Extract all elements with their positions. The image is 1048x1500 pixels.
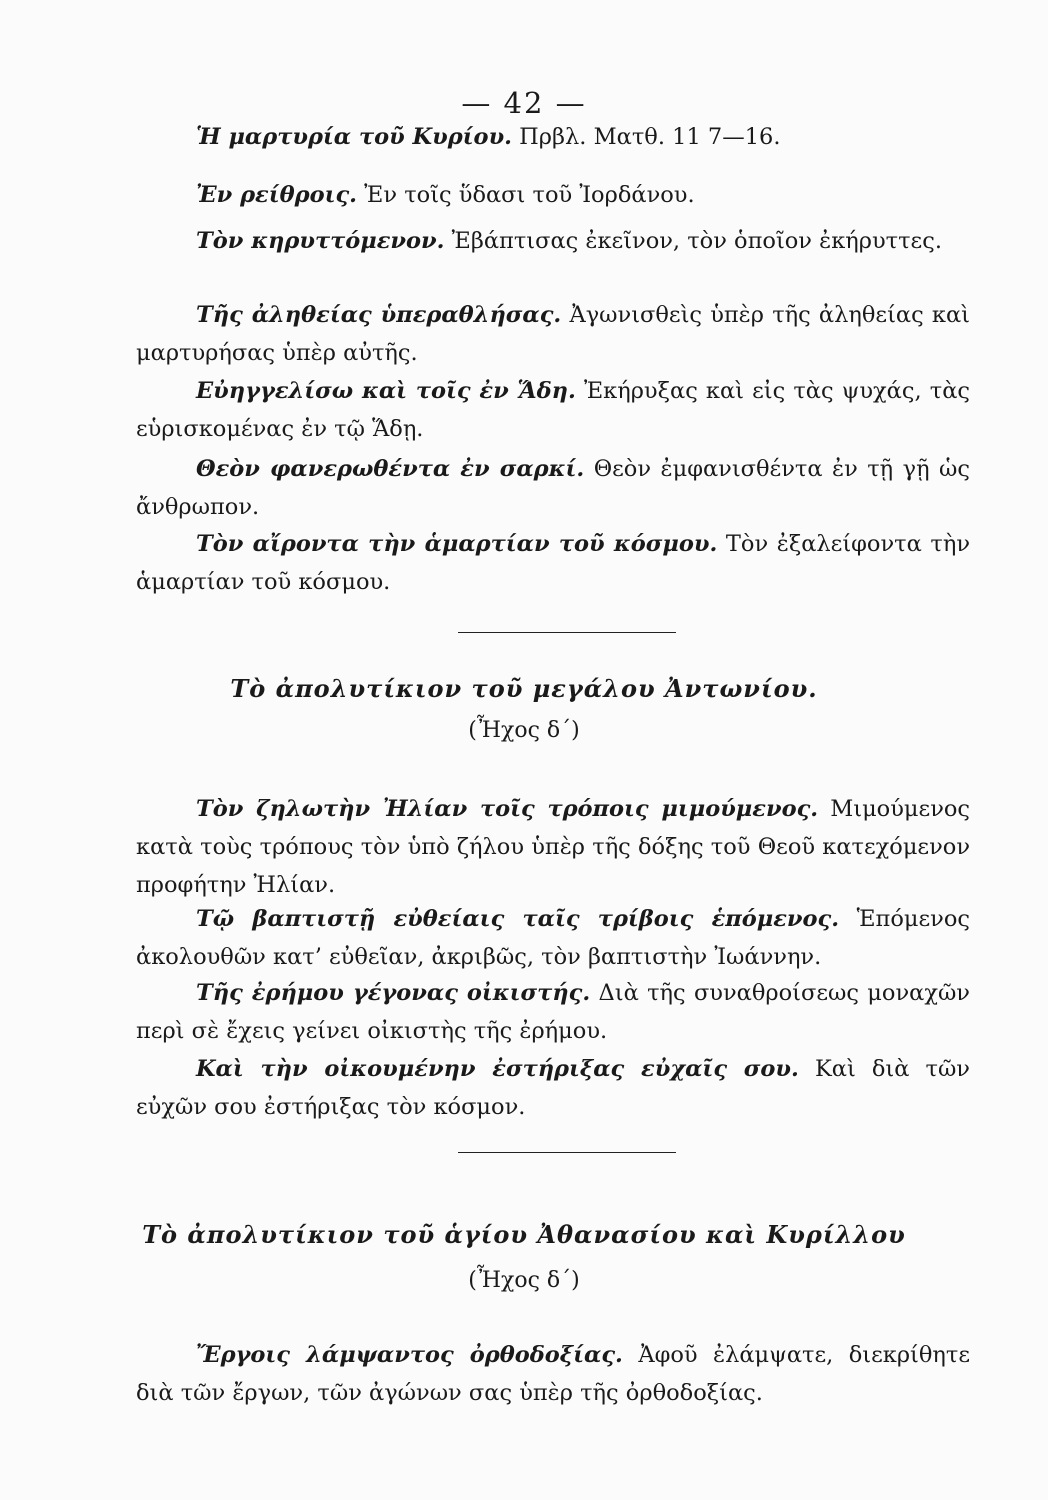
gloss-explanation: Ἐκήρυξας καὶ εἰς τὰς ψυχάς, τὰς εὑρισκομένας ἐν τῷ Ἅδῃ. bbox=[136, 378, 970, 442]
gloss-entry bbox=[136, 372, 970, 448]
gloss-explanation: Θεὸν ἐμφανισθέντα ἐν τῇ γῇ ὡς ἄνθρωπον. bbox=[136, 456, 970, 520]
gloss-entry bbox=[136, 118, 970, 156]
gloss-explanation: Διὰ τῆς συναθροίσεως μοναχῶν περὶ σὲ ἔχεις γείνει οἰκιστὴς τῆς ἐρήμου. bbox=[136, 980, 970, 1044]
section-mode: (Ἦχος δ΄) bbox=[468, 1268, 580, 1293]
gloss-entry bbox=[136, 974, 970, 1050]
section-divider bbox=[458, 632, 676, 633]
gloss-term: Εὐηγγελίσω καὶ τοῖς ἐν Ἅδη. bbox=[196, 378, 576, 404]
gloss-term: Ἡ μαρτυρία τοῦ Κυρίου. bbox=[196, 124, 513, 150]
gloss-entry bbox=[136, 176, 970, 214]
section-divider bbox=[458, 1152, 676, 1153]
gloss-term: Τῆς ἀληθείας ὑπεραθλήσας. bbox=[196, 302, 562, 328]
gloss-entry bbox=[136, 296, 970, 372]
section-heading: Τὸ ἀπολυτίκιον τοῦ ἁγίου Ἀθανασίου καὶ Κυρίλλου bbox=[142, 1220, 906, 1249]
gloss-explanation: Ἑπόμενος ἀκολουθῶν κατ’ εὐθεῖαν, ἀκριβῶς, τὸν βαπτιστὴν Ἰωάννην. bbox=[136, 906, 970, 970]
gloss-explanation: Ἐν τοῖς ὕδασι τοῦ Ἰορδάνου. bbox=[364, 182, 695, 208]
gloss-entry bbox=[136, 450, 970, 526]
section-mode: (Ἦχος δ΄) bbox=[468, 718, 580, 743]
gloss-entry bbox=[136, 900, 970, 976]
gloss-term: Τὸν ζηλωτὴν Ἠλίαν τοῖς τρόποις μιμούμενος. bbox=[196, 796, 819, 822]
gloss-entry bbox=[136, 222, 970, 260]
gloss-explanation: Τὸν ἐξαλείφοντα τὴν ἁμαρτίαν τοῦ κόσμου. bbox=[136, 531, 970, 595]
gloss-explanation: Μιμούμενος κατὰ τοὺς τρόπους τὸν ὑπὸ ζήλου ὑπὲρ τῆς δόξης τοῦ Θεοῦ κατεχόμενον προφήτην Ἠλίαν. bbox=[136, 796, 971, 898]
gloss-term: Θεὸν φανερωθέντα ἐν σαρκί. bbox=[196, 456, 585, 482]
section-heading: Τὸ ἀπολυτίκιον τοῦ μεγάλου Ἀντωνίου. bbox=[230, 674, 818, 703]
gloss-explanation: Πρβλ. Ματθ. 11 7—16. bbox=[519, 124, 781, 150]
gloss-entry bbox=[136, 1050, 970, 1126]
gloss-term: Τὸν αἴροντα τὴν ἁμαρτίαν τοῦ κόσμου. bbox=[196, 531, 718, 557]
gloss-explanation: Ἀγωνισθεὶς ὑπὲρ τῆς ἀληθείας καὶ μαρτυρήσας ὑπὲρ αὐτῆς. bbox=[136, 302, 970, 366]
gloss-term: Τῆς ἐρήμου γέγονας οἰκιστής. bbox=[196, 980, 591, 1006]
gloss-explanation: Ἀφοῦ ἐλάμψατε, διεκρίθητε διὰ τῶν ἔργων, τῶν ἀγώνων σας ὑπὲρ τῆς ὀρθοδοξίας. bbox=[136, 1342, 971, 1406]
gloss-term: Τὸν κηρυττόμενον. bbox=[196, 228, 445, 254]
gloss-term: Τῷ βαπτιστῇ εὐθείαις ταῖς τρίβοις ἑπόμενος. bbox=[196, 906, 840, 932]
page-number: — 42 — bbox=[461, 86, 587, 120]
gloss-entry bbox=[136, 790, 970, 904]
gloss-explanation: Καὶ διὰ τῶν εὐχῶν σου ἐστήριξας τὸν κόσμον. bbox=[136, 1056, 970, 1120]
gloss-term: Ἔργοις λάμψαντος ὀρθοδοξίας. bbox=[196, 1342, 623, 1368]
gloss-term: Ἐν ρείθροις. bbox=[196, 182, 358, 208]
gloss-entry bbox=[136, 1336, 970, 1412]
gloss-entry bbox=[136, 525, 970, 601]
gloss-term: Καὶ τὴν οἰκουμένην ἐστήριξας εὐχαῖς σου. bbox=[196, 1056, 799, 1082]
gloss-explanation: Ἐβάπτισας ἐκεῖνον, τὸν ὁποῖον ἐκήρυττες. bbox=[451, 228, 942, 254]
